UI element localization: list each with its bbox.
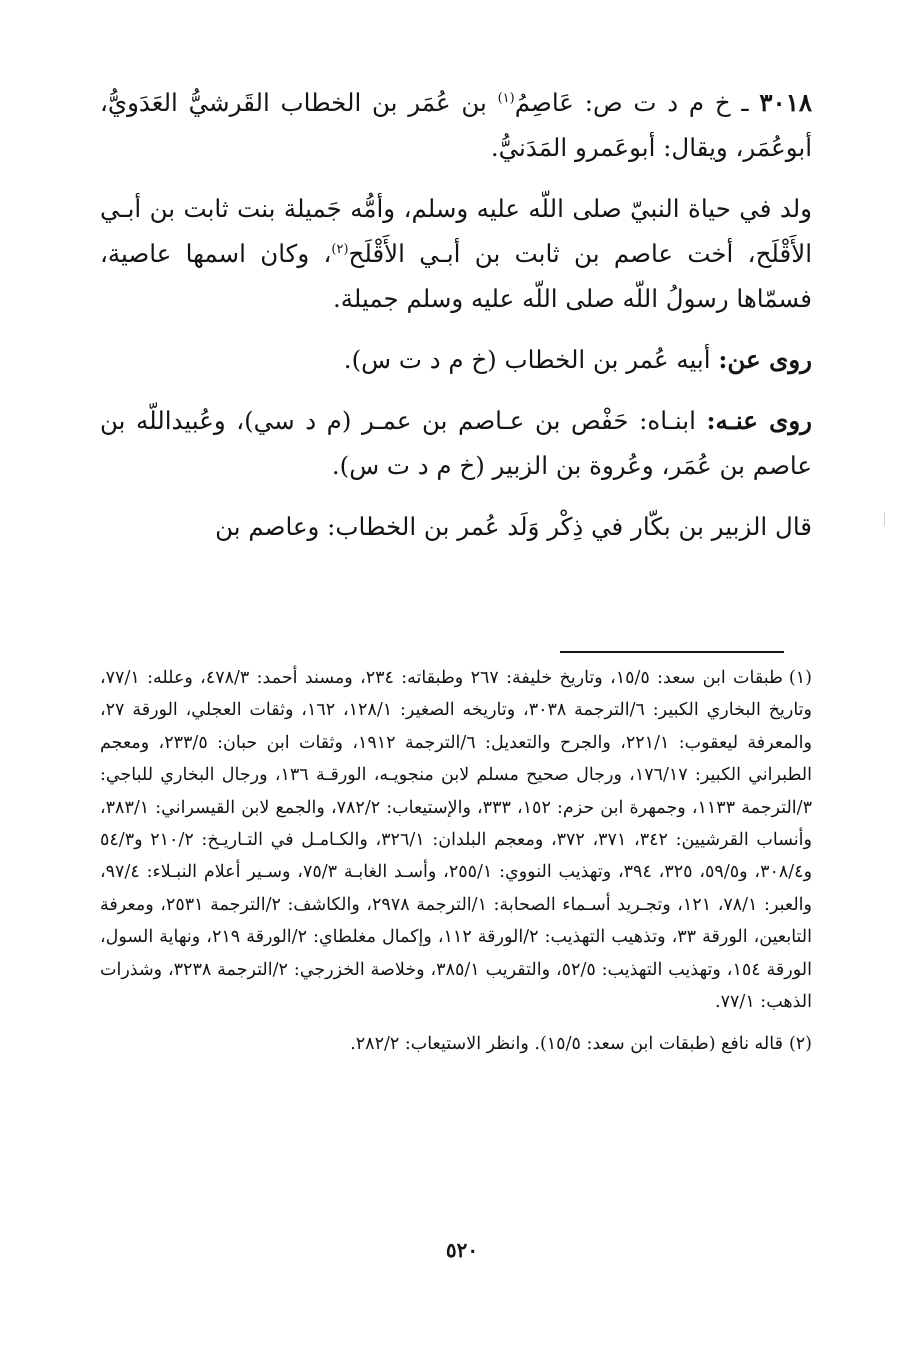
footnote-1-number: (١) bbox=[788, 668, 812, 688]
page-number: ٥٢٠ bbox=[445, 1238, 479, 1262]
narrated-by-label: روى عنـه: bbox=[706, 406, 813, 435]
footnote-ref-1: (١) bbox=[497, 90, 515, 106]
entry-codes: ـ خ م د ت ص: bbox=[584, 88, 749, 117]
footnote-separator bbox=[560, 651, 784, 653]
entry-number: ٣٠١٨ bbox=[759, 88, 813, 117]
narrated-by-paragraph bbox=[100, 398, 812, 488]
birth-paragraph bbox=[100, 186, 812, 321]
entry-heading-paragraph bbox=[100, 80, 812, 170]
narrated-from-text: أبيه عُمر بن الخطاب (خ م د ت س). bbox=[343, 345, 711, 374]
main-text bbox=[100, 80, 812, 549]
footnote-1-text: طبقات ابن سعد: ١٥/٥، وتاريخ خليفة: ٢٦٧ وطبقاته: ٢٣٤، ومسند أحمد: ٤٧٨/٣، وعلله: ٧٧/١، وتاريخ البخاري الكبير: ٦/الترجمة ٣٠٣٨، وتاريخه الصغير: ١٢٨/١، ١٦٢، وثقات العجلي، الورقة ٢٧، والمعرفة ليعقوب: ٢٢١/١، والجرح والتعديل: ٦/الترجمة ١٩١٢، وثقات ابن حبان: ٢٣٣/٥، ومعجم الطبراني الكبير: ١٧٦/١٧، ورجال صحيح مسلم لابن منجويـه، الورقـة ١٣٦، ورجال البخاري للباجي: ٣/الترجمة ١١٣٣، وجمهرة ابن حزم: ١٥٢، ٣٣٣، والإستيعاب: ٧٨٢/٢، والجمع لابن القيسراني: ٣٨٣/١، وأنساب القرشيين: ٣٤٢، ٣٧١، ٣٧٢، ومعجم البلدان: ٣٢٦/١، والكـامـل في التـاريـخ: ٢١٠/٢ و٥٤/٣ و٣٠٨/٤، و٥٩/٥، ٣٢٥، ٣٩٤، وتهذيب النووي: ٢٥٥/١، وأسـد الغابـة ٧٥/٣، وسـير أعلام النبـلاء: ٩٧/٤، والعبر: ٧٨/١، ١٢١، وتجـريد أسـماء الصحابة: ١/الترجمة ٢٩٧٨، والكاشف: ٢/الترجمة ٢٥٣١، ومعرفة التابعين، الورقة ٣٣، وتذهيب التهذيب: ٢/الورقة ١١٢، وإكمال مغلطاي: ٢/الورقة ٢١٩، ونهاية السول، الورقة ١٥٤، وتهذيب التهذيب: ٥٢/٥، والتقريب ٣٨٥/١، وخلاصة الخزرجي: ٢/الترجمة ٣٢٣٨، وشذرات الذهب: ٧٧/١. bbox=[100, 668, 813, 1013]
birth-text-1: ولد في حياة النبيّ صلى اللّه عليه وسلم، وأمُّه جَميلة بنت ثابت بن أبـي الأَقْلَح، أخت عاصم بن ثابت بن أبـي الأَقْلَح bbox=[100, 194, 813, 268]
entry-lineage: بن عُمَر بن الخطاب القَرشيُّ العَدَويُّ، أبوعُمَر، ويقال: أبوعَمرو المَدَنيُّ. bbox=[100, 88, 812, 162]
quote-paragraph bbox=[100, 504, 812, 549]
footnote-2-number: (٢) bbox=[788, 1034, 812, 1055]
entry-name: عَاصِمُ bbox=[514, 88, 574, 117]
footnotes bbox=[100, 662, 812, 1061]
quote-text: قال الزبير بن بكّار في ذِكْر وَلَد عُمر بن الخطاب: وعاصم بن bbox=[215, 512, 812, 541]
margin-mark bbox=[884, 512, 885, 526]
footnote-ref-2: (٢) bbox=[331, 241, 349, 257]
birth-text-2: ، وكان اسمها عاصية، فسمّاها رسولُ اللّه صلى اللّه عليه وسلم جميلة. bbox=[100, 239, 812, 313]
footnote-2 bbox=[100, 1028, 812, 1060]
narrated-from-paragraph bbox=[100, 337, 812, 382]
narrated-from-label: روى عن: bbox=[718, 345, 812, 374]
footnote-1 bbox=[100, 662, 812, 1018]
narrated-by-text: ابنـاه: حَفْص بن عـاصم بن عمـر (م د سي)، وعُبيداللّه بن عاصم بن عُمَر، وعُروة بن الزبير (خ م د ت س). bbox=[100, 406, 812, 480]
footnote-2-text: قاله نافع (طبقات ابن سعد: ١٥/٥). وانظر الاستيعاب: ٢٨٢/٢. bbox=[350, 1034, 783, 1055]
